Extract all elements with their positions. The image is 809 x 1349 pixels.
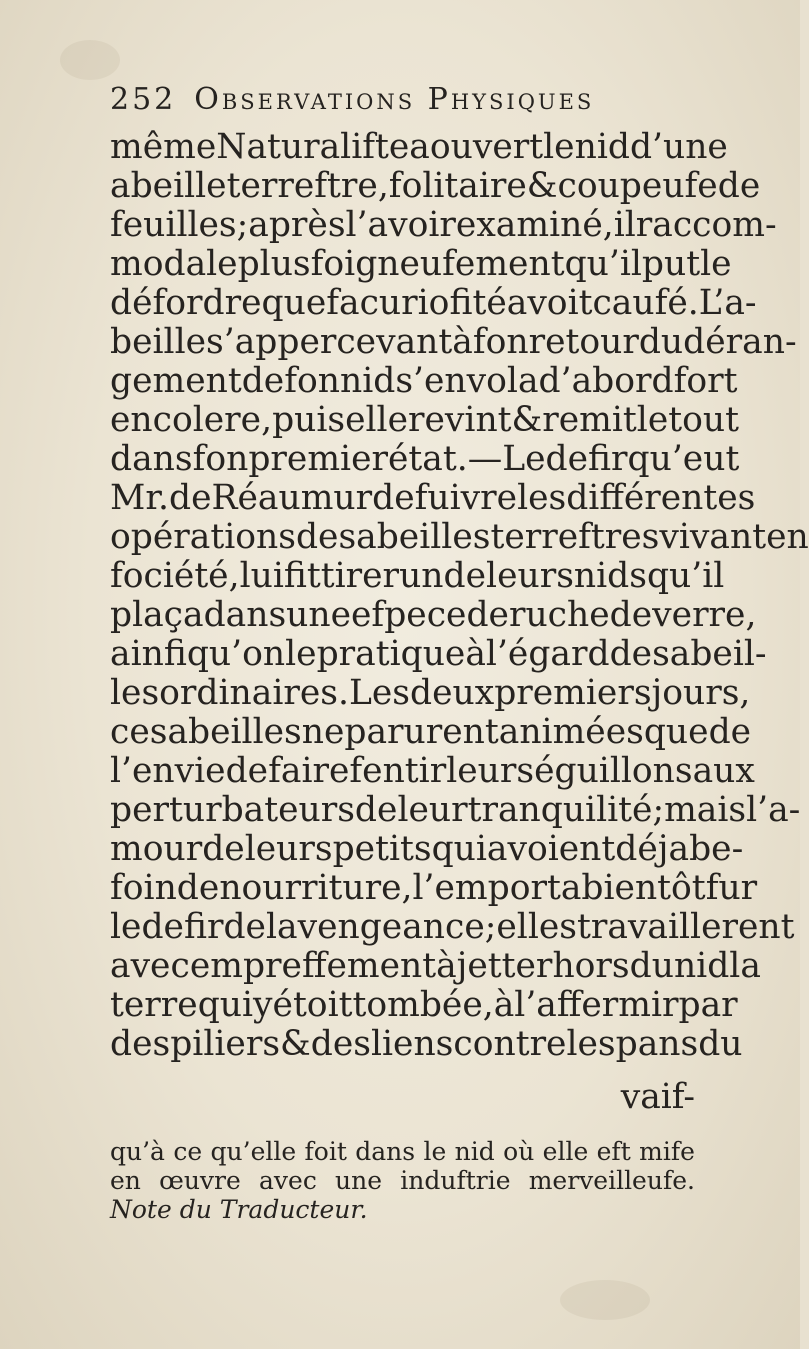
footnote-line [110,1166,695,1195]
word: œuvre [159,1166,241,1195]
word: les [517,478,567,518]
word: tout [668,400,739,440]
word: mife [639,1137,695,1166]
word: du [698,1024,743,1064]
word: des [609,634,670,674]
word: elle [345,400,409,440]
word: de [225,751,269,791]
word: qu’il [564,244,642,284]
word: nid [340,361,396,401]
word: l’égard [485,634,610,674]
word: des [295,517,357,557]
word: de [372,478,415,518]
word: de [443,556,487,596]
word: de [169,478,212,518]
word: différentes [566,478,756,518]
word: abeilles [167,712,302,752]
text-line [110,556,725,596]
word: s’envola [395,361,539,401]
word: gement [110,361,242,401]
word: & [526,166,558,206]
text-line [110,946,761,986]
word: de [466,595,509,635]
word: des [310,1024,371,1064]
word: Naturalifte [216,127,410,167]
word: la [265,907,298,947]
footnote-note-label: Note [110,1195,172,1224]
word: à [452,322,473,362]
word: ne [301,712,345,752]
word: remit [542,400,637,440]
word: du [629,946,674,986]
word: beille [110,322,207,362]
word: examiné, [455,205,614,245]
word: l’a- [746,790,801,830]
word: plus [237,244,311,284]
word: qui [431,829,487,869]
word: merveilleufe. [528,1166,695,1195]
word: leurs [446,751,535,791]
word: empreffement [189,946,437,986]
word: puis [272,400,346,440]
word: vengeance; [297,907,497,947]
word: le [285,634,317,674]
text-line [110,634,767,674]
word: contre [453,1024,567,1064]
word: nourriture, [219,868,413,908]
word: que [261,283,327,323]
word: qu’elle [210,1137,297,1166]
word: fort [673,361,738,401]
text-line [110,829,744,869]
word: colere, [152,400,273,440]
word: mais [664,790,747,830]
text-line [110,205,777,245]
word: nid [673,946,730,986]
word: plaça [110,595,204,635]
word: leurs [486,556,574,596]
word: défordre [110,283,262,323]
word: même [110,127,217,167]
word: aux [692,751,755,791]
word: jours, [651,673,751,713]
word: l’avoir [345,205,456,245]
text-line [110,244,732,284]
word: pratique [316,634,466,674]
word: foigneufement [310,244,565,284]
word: foit [304,1137,347,1166]
word: le [206,244,238,284]
text-line [110,673,751,713]
word: en [110,1166,141,1195]
word: defir [545,439,628,479]
text-line [110,712,752,752]
word: dans [110,439,193,479]
word: tombée, [352,985,494,1025]
word: induftrie [400,1166,511,1195]
text-line [110,868,758,908]
text-line [110,595,757,635]
word: les [566,1024,616,1064]
word: opérations [110,517,296,557]
word: dans [355,1137,416,1166]
word: avec [110,946,190,986]
word: liens [370,1024,454,1064]
word: fuivre [414,478,518,518]
word: hors [552,946,630,986]
word: retour [528,322,639,362]
word: d’abord [538,361,674,401]
word: ces [110,712,168,752]
word: qu’on [186,634,286,674]
body-text [110,127,809,1064]
text-line [110,1024,743,1064]
word: abeilles [356,517,491,557]
word: leur [397,790,468,830]
text-line [110,517,809,557]
word: une [286,595,352,635]
word: premiers [494,673,652,713]
word: fur [705,868,758,908]
word: fon [472,322,529,362]
word: parurent [344,712,499,752]
word: que [643,712,709,752]
word: ordinaires. [159,673,349,713]
word: un [399,556,444,596]
word: par [678,985,738,1025]
word: jetter [456,946,553,986]
word: ce [173,1137,203,1166]
paper-stain [560,1280,650,1320]
word: defir [141,907,224,947]
word: travaillerent [576,907,795,947]
word: le [543,127,575,167]
word: une [335,1166,383,1195]
word: deux [410,673,495,713]
text-line [110,907,795,947]
text-line [110,127,728,167]
word: leurs [244,829,333,869]
word: de [609,595,653,635]
word: l’affermir [514,985,679,1025]
word: faire [268,751,350,791]
word: fon [284,361,340,401]
word: nid [574,127,630,167]
word: en [766,517,809,557]
word: ainfi [110,634,187,674]
text-line [110,790,801,830]
word: qu’eut [627,439,740,479]
word: de [223,907,266,947]
word: fon [192,439,249,479]
word: dans [203,595,287,635]
word: tirer [320,556,400,596]
word: perturbateurs [110,790,355,830]
footnote-line [110,1137,695,1166]
word: piliers [170,1024,281,1064]
word: Réaumur [211,478,373,518]
word: premier [248,439,388,479]
word: tranquilité; [467,790,665,830]
word: verre, [652,595,757,635]
word: pans [615,1024,699,1064]
word: vivant [659,517,767,557]
word: étoit [272,985,353,1025]
word: déran- [683,322,797,362]
text-line [110,400,739,440]
word: feuilles; [110,205,249,245]
word: Le [502,439,546,479]
word: terreftre, [226,166,389,206]
word: animées [498,712,644,752]
word: de [708,712,752,752]
word: de [202,829,245,869]
word: le [110,907,142,947]
text-line [110,439,740,479]
word: be- [689,829,744,869]
word: après [248,205,346,245]
word: à [465,634,486,674]
paper-stain [60,40,120,80]
word: le [700,244,732,284]
word: terre [110,985,198,1025]
word: L’a- [698,283,757,323]
page-number: 252 [110,82,177,117]
word: éguillons [534,751,693,791]
word: à [436,946,457,986]
word: a [409,127,430,167]
word: avoit [506,283,593,323]
word: l’emporta [412,868,582,908]
word: de [176,868,220,908]
word: efpece [351,595,467,635]
page-header [110,82,670,126]
word: le [636,400,669,440]
text-line [110,751,755,791]
word: ouvert [429,127,544,167]
word: bientôt [581,868,706,908]
word: moda [110,244,207,284]
footnote-attribution [110,1195,368,1224]
word: eft [596,1137,631,1166]
word: nid [454,1137,495,1166]
word: lui [239,556,284,596]
word: d’une [629,127,728,167]
word: de [241,361,285,401]
word: il [613,205,636,245]
word: fit [283,556,321,596]
word: s’appercevant [206,322,453,362]
word: petits [332,829,432,869]
text-line [110,361,738,401]
word: abeille [110,166,227,206]
word: abeil- [669,634,767,674]
text-line [110,478,756,518]
word: les [110,673,160,713]
word: la [729,946,761,986]
word: mour [110,829,203,869]
word: coupeufe [557,166,718,206]
word: & [511,400,543,440]
word: foin [110,868,177,908]
footnote-line [110,1195,695,1224]
word: caufé. [592,283,699,323]
word: qui [197,985,254,1025]
word: raccom- [635,205,777,245]
word: & [280,1024,311,1064]
word: de [354,790,398,830]
word: curiofité [359,283,507,323]
word: fociété, [110,556,240,596]
word: Les [348,673,410,713]
word: l’envie [110,751,226,791]
word: put [641,244,701,284]
word: des [110,1024,171,1064]
word: ruche [508,595,610,635]
word: elle [542,1137,589,1166]
word: Mr. [110,478,169,518]
word: elles [496,907,577,947]
catchword: vaif- [620,1077,695,1117]
text-line [110,283,757,323]
word: avoient [486,829,616,869]
text-line [110,166,761,206]
word: folitaire [388,166,527,206]
word: fa [326,283,360,323]
word: nids [573,556,647,596]
word: avec [259,1166,317,1195]
word: terreftres [490,517,660,557]
word: où [503,1137,535,1166]
word: état. [388,439,468,479]
text-line [110,322,797,362]
text-line [110,985,738,1025]
word: fentir [349,751,447,791]
word: qu’il [646,556,725,596]
word: à [493,985,515,1025]
footnote [110,1137,695,1224]
word: en [110,400,153,440]
footnote-translator-label: du Traducteur. [179,1195,368,1224]
running-title: Observations Physiques [194,82,595,117]
word: qu’à [110,1137,165,1166]
word: déja [615,829,690,869]
word: le [423,1137,447,1166]
word: de [717,166,761,206]
word: revint [408,400,512,440]
word: du [638,322,684,362]
word: — [467,439,503,479]
word: y [253,985,273,1025]
